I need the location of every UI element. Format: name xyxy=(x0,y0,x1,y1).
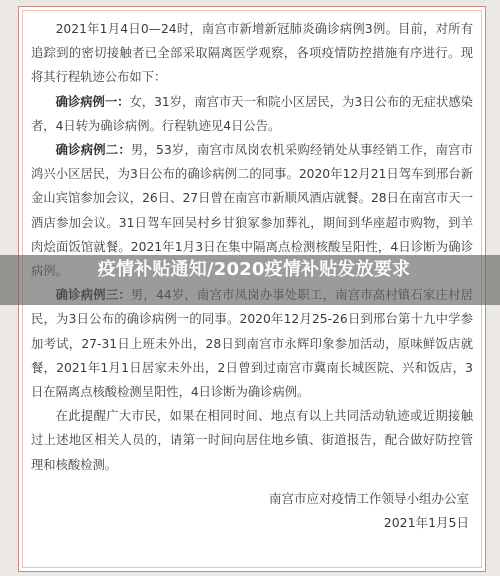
case-text-2: 男，53岁，南宫市凤岗农机采购经销处从事经销工作，南宫市鸿兴小区居民，为3日公布的确诊病例二的同事。2020年12月21日驾车到邢台新金山宾馆参加会议，26日、27日曾在南宫市新顺风酒店就餐。28日在南宫市天一酒店参加会议。31日驾车回吴村乡甘狼冢参加葬礼，期间到华座超市购物，到羊肉烩面饭馆就餐。2021年1月3日在集中隔离点检测核酸呈阳性，4日诊断为确诊 xyxy=(31,143,473,254)
signature-date: 2021年1月5日 xyxy=(383,515,469,530)
case-paragraph-1 xyxy=(31,90,473,138)
case-text-3: 民，为3日公布的确诊病例一的同事。2020年12月25-26日到邢台第十九中学参加考试，27-31日上班未外出，28日到南宫市永辉印象参加活动，原味鲜饭店就餐，2021年1月1日居家未外出，2日曾到过南宫市冀南长城医院、兴和饭店，3日在隔离点核酸检测呈阳性，4日诊断为确诊病例。 xyxy=(31,312,473,400)
signature-block xyxy=(269,487,469,535)
case-text-1: 女，31岁，南宫市天一和院小区居民，为3日公布的无症状感染者，4日转为确诊病例。行程轨迹见4日公告。 xyxy=(31,94,473,133)
reminder-paragraph: 在此提醒广大市民，如果在相同时间、地点有以上共同活动轨迹或近期接触过上述地区相关人员的，请第一时间向居住地乡镇、街道报告，配合做好防控管理和核酸检测。 xyxy=(31,409,473,472)
case-label-1: 确诊病例一： xyxy=(55,94,130,109)
intro-paragraph: 2021年1月4日0—24时，南宫市新增新冠肺炎确诊病例3例。目前，对所有追踪到的密切接触者已全部采取隔离医学观察，各项疫情防控措施有序进行。现将其行程轨迹公布如下： xyxy=(31,22,473,85)
case-label-2: 确诊病例二： xyxy=(55,143,131,158)
notice-body xyxy=(31,17,473,477)
signature-org: 南宫市应对疫情工作领导小组办公室 xyxy=(268,491,469,506)
overlay-title: 疫情补贴通知/2020疫情补贴发放要求 xyxy=(97,259,411,280)
